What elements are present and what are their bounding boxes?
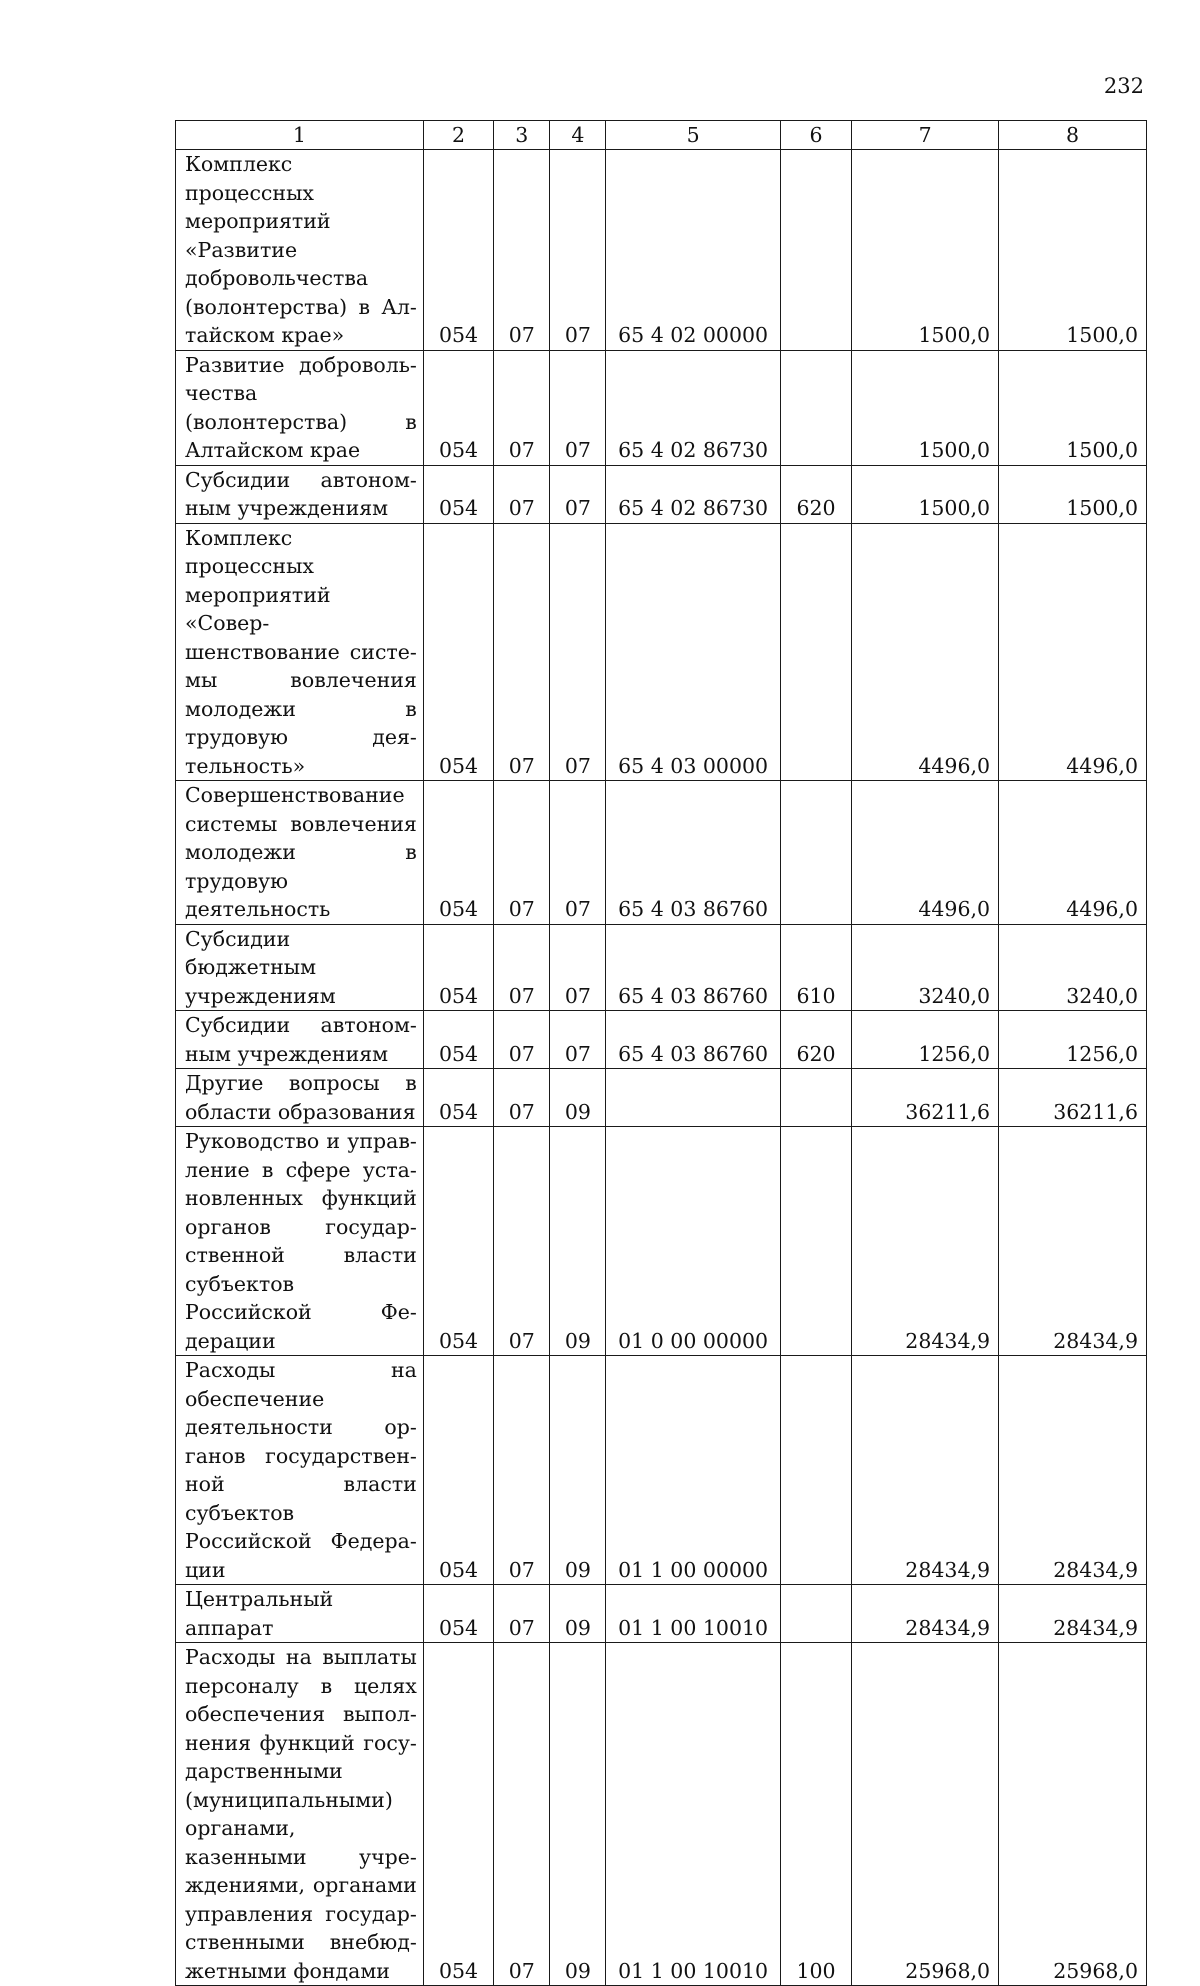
amount-cell: 1500,0 [999, 350, 1147, 465]
amount-cell: 1500,0 [852, 350, 999, 465]
subsection-cell: 09 [550, 1643, 606, 1986]
table-row [176, 1011, 1147, 1069]
header-cell: 1 [176, 121, 424, 150]
expense-type-cell [780, 523, 851, 781]
section-cell: 07 [494, 1011, 550, 1069]
amount-cell: 28434,9 [852, 1585, 999, 1643]
section-cell: 07 [494, 924, 550, 1011]
amount-cell: 28434,9 [999, 1585, 1147, 1643]
table-row [176, 150, 1147, 351]
expense-type-cell [780, 1127, 851, 1356]
target-article-cell: 65 4 03 86760 [606, 781, 780, 925]
amount-cell: 28434,9 [852, 1356, 999, 1585]
amount-cell: 1500,0 [852, 150, 999, 351]
table-row [176, 781, 1147, 925]
target-article-cell: 01 1 00 00000 [606, 1356, 780, 1585]
table-row [176, 523, 1147, 781]
target-article-cell: 65 4 03 86760 [606, 1011, 780, 1069]
table-row [176, 465, 1147, 523]
item-name-cell: Субсидии автономным учреждениям [176, 1011, 424, 1069]
section-cell: 07 [494, 1069, 550, 1127]
subsection-cell: 07 [550, 924, 606, 1011]
section-cell: 07 [494, 1643, 550, 1986]
amount-cell: 1256,0 [999, 1011, 1147, 1069]
subsection-cell: 07 [550, 1011, 606, 1069]
amount-cell: 25968,0 [852, 1643, 999, 1986]
section-cell: 07 [494, 1585, 550, 1643]
item-name-cell: Центральный аппарат [176, 1585, 424, 1643]
item-name-cell: Комплекс процессных мероприятий «Развитие добровольчества (волонтерства) в Алтайском крае» [176, 150, 424, 351]
target-article-cell: 01 0 00 00000 [606, 1127, 780, 1356]
expense-type-cell: 620 [780, 465, 851, 523]
amount-cell: 1500,0 [999, 465, 1147, 523]
header-cell: 6 [780, 121, 851, 150]
section-cell: 07 [494, 781, 550, 925]
table-row [176, 1069, 1147, 1127]
target-article-cell: 65 4 03 00000 [606, 523, 780, 781]
amount-cell: 3240,0 [999, 924, 1147, 1011]
expense-type-cell [780, 1585, 851, 1643]
subsection-cell: 09 [550, 1585, 606, 1643]
item-name-cell: Руководство и управление в сфере установленных функций органов государственной власти субъектов Российской Федерации [176, 1127, 424, 1356]
table-row [176, 1127, 1147, 1356]
amount-cell: 1500,0 [999, 150, 1147, 351]
subsection-cell: 09 [550, 1069, 606, 1127]
item-name-cell: Субсидии бюджетным учреждениям [176, 924, 424, 1011]
expense-type-cell: 610 [780, 924, 851, 1011]
page-number: 232 [1103, 74, 1144, 98]
admin-code-cell: 054 [423, 523, 493, 781]
item-name-cell: Комплекс процессных мероприятий «Совершенствование системы вовлечения молодежи в трудовую деятельность» [176, 523, 424, 781]
expense-type-cell [780, 1069, 851, 1127]
table-row [176, 1585, 1147, 1643]
expense-type-cell: 620 [780, 1011, 851, 1069]
amount-cell: 4496,0 [852, 781, 999, 925]
expense-type-cell [780, 781, 851, 925]
target-article-cell: 01 1 00 10010 [606, 1585, 780, 1643]
subsection-cell: 07 [550, 465, 606, 523]
amount-cell: 4496,0 [852, 523, 999, 781]
subsection-cell: 07 [550, 150, 606, 351]
admin-code-cell: 054 [423, 1127, 493, 1356]
amount-cell: 4496,0 [999, 781, 1147, 925]
section-cell: 07 [494, 150, 550, 351]
target-article-cell: 65 4 02 86730 [606, 465, 780, 523]
table-row [176, 1643, 1147, 1986]
admin-code-cell: 054 [423, 1011, 493, 1069]
table-row [176, 350, 1147, 465]
section-cell: 07 [494, 523, 550, 781]
table-body [176, 121, 1147, 1986]
item-name-cell: Расходы на выплаты персоналу в целях обеспечения выполнения функций государственными (муниципальными) органами, казенными учреждениями, органами управления государственными внебюджетными фондами [176, 1643, 424, 1986]
admin-code-cell: 054 [423, 1585, 493, 1643]
admin-code-cell: 054 [423, 1069, 493, 1127]
target-article-cell: 01 1 00 10010 [606, 1643, 780, 1986]
header-cell: 8 [999, 121, 1147, 150]
section-cell: 07 [494, 350, 550, 465]
expense-type-cell: 100 [780, 1643, 851, 1986]
expense-type-cell [780, 150, 851, 351]
subsection-cell: 07 [550, 781, 606, 925]
admin-code-cell: 054 [423, 150, 493, 351]
admin-code-cell: 054 [423, 1356, 493, 1585]
subsection-cell: 09 [550, 1356, 606, 1585]
admin-code-cell: 054 [423, 350, 493, 465]
section-cell: 07 [494, 465, 550, 523]
amount-cell: 3240,0 [852, 924, 999, 1011]
table-row [176, 924, 1147, 1011]
expense-type-cell [780, 1356, 851, 1585]
header-row [176, 121, 1147, 150]
expense-type-cell [780, 350, 851, 465]
section-cell: 07 [494, 1127, 550, 1356]
item-name-cell: Расходы на обеспечение деятельности органов государственной власти субъектов Российской Федерации [176, 1356, 424, 1585]
subsection-cell: 07 [550, 523, 606, 781]
amount-cell: 28434,9 [999, 1356, 1147, 1585]
subsection-cell: 07 [550, 350, 606, 465]
amount-cell: 1256,0 [852, 1011, 999, 1069]
admin-code-cell: 054 [423, 1643, 493, 1986]
item-name-cell: Развитие добровольчества (волонтерства) в Алтайском крае [176, 350, 424, 465]
admin-code-cell: 054 [423, 465, 493, 523]
subsection-cell: 09 [550, 1127, 606, 1356]
header-cell: 3 [494, 121, 550, 150]
amount-cell: 28434,9 [999, 1127, 1147, 1356]
amount-cell: 36211,6 [852, 1069, 999, 1127]
item-name-cell: Субсидии автономным учреждениям [176, 465, 424, 523]
amount-cell: 25968,0 [999, 1643, 1147, 1986]
amount-cell: 28434,9 [852, 1127, 999, 1356]
header-cell: 7 [852, 121, 999, 150]
budget-table [175, 120, 1147, 1986]
header-cell: 4 [550, 121, 606, 150]
item-name-cell: Совершенствование системы вовлечения молодежи в трудовую деятельность [176, 781, 424, 925]
admin-code-cell: 054 [423, 781, 493, 925]
header-cell: 5 [606, 121, 780, 150]
amount-cell: 1500,0 [852, 465, 999, 523]
target-article-cell: 65 4 03 86760 [606, 924, 780, 1011]
header-cell: 2 [423, 121, 493, 150]
admin-code-cell: 054 [423, 924, 493, 1011]
target-article-cell: 65 4 02 86730 [606, 350, 780, 465]
section-cell: 07 [494, 1356, 550, 1585]
item-name-cell: Другие вопросы в области образования [176, 1069, 424, 1127]
target-article-cell: 65 4 02 00000 [606, 150, 780, 351]
amount-cell: 4496,0 [999, 523, 1147, 781]
target-article-cell [606, 1069, 780, 1127]
amount-cell: 36211,6 [999, 1069, 1147, 1127]
table-row [176, 1356, 1147, 1585]
